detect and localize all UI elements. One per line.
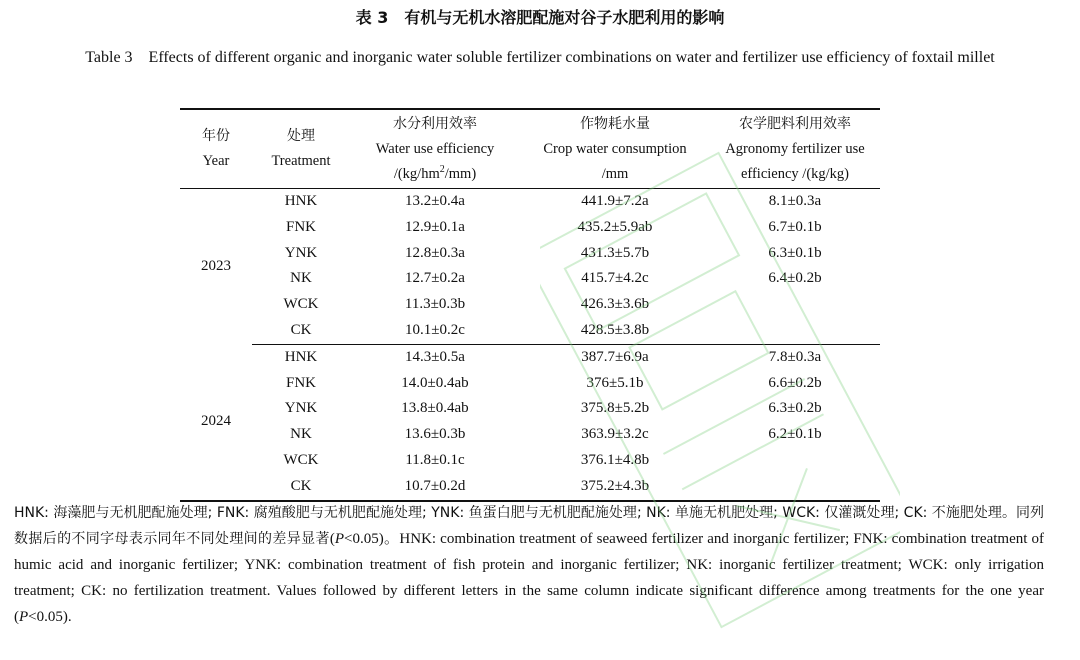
wue-cell: 13.2±0.4a	[405, 193, 465, 209]
treatment-cell: CK	[252, 318, 350, 344]
wue-cell: 11.3±0.3b	[404, 296, 466, 313]
cwc-cell: 426.3±3.6b	[580, 296, 650, 313]
table-row	[180, 422, 880, 448]
treatment-cell: FNK	[285, 218, 316, 235]
table-row	[180, 448, 880, 474]
afe-cell	[710, 448, 880, 474]
treatment-cell: CK	[290, 477, 312, 494]
afe-cell: 6.7±0.1b	[768, 218, 822, 235]
treatment-cell: HNK	[284, 193, 318, 209]
wue-cell: 12.8±0.3a	[405, 244, 465, 261]
header-water-use-efficiency: 水分利用效率 Water use efficiency $/(kg/hm^2/mm)$	[350, 109, 520, 189]
wue-cell: 14.0±0.4ab	[401, 374, 469, 391]
table-row	[180, 344, 880, 370]
table-row	[180, 266, 880, 292]
table-row	[180, 241, 880, 267]
cwc-cell: 363.9±3.2c	[581, 426, 649, 443]
table-group-2023	[180, 189, 880, 345]
cwc-cell: 387.7±6.9a	[581, 348, 649, 365]
wue-cell: 10.1±0.2c	[350, 318, 520, 344]
table-row	[180, 474, 880, 501]
treatment-cell: YNK	[284, 400, 318, 417]
treatment-cell: NK	[290, 270, 312, 287]
treatment-cell: FNK	[285, 374, 316, 391]
header-crop-water-consumption: 作物耗水量 Crop water consumption /mm	[520, 109, 710, 189]
cwc-cell: 428.5±3.8b	[520, 318, 710, 344]
wue-cell: 13.8±0.4ab	[401, 400, 469, 417]
afe-cell	[710, 474, 880, 501]
cwc-cell: 376±5.1b	[586, 374, 644, 391]
table-notes: HNK: 海藻肥与无机肥配施处理; FNK: 腐殖酸肥与无机肥配施处理; YNK: 鱼蛋白肥与无机肥配施处理; NK: 单施无机肥处理; WCK: 仅灌溉处理; CK: 不施肥处理。同列数据后的不同字母表示同年不同处理间的差异显著(P<0.05)。HNK: combination treatment of seaweed fertilizer and inorganic fertilizer; FNK: combination treatment of humic acid and inorganic fertilizer; YNK: combination treatment of fish protein and inorganic fertilizer; NK: inorganic fertilizer treatment; WCK: only irrigation treatment; CK: no fertilization treatment. Values followed by different letters in the same column indicate significant difference among treatments for the one year (P<0.05).	[14, 505, 1044, 625]
afe-cell: 8.1±0.3a	[768, 193, 822, 209]
table-row	[180, 371, 880, 397]
cwc-cell: 376.1±4.8b	[580, 451, 650, 468]
afe-cell	[710, 292, 880, 318]
wue-cell: 13.6±0.3b	[404, 426, 466, 443]
cwc-cell: 431.3±5.7b	[580, 244, 650, 261]
header-treatment: 处理 Treatment	[252, 109, 350, 189]
header-agronomy-fertilizer-efficiency: 农学肥料利用效率 Agronomy fertilizer use efficiency /(kg/kg)	[710, 109, 880, 189]
data-table	[180, 108, 880, 502]
treatment-cell: WCK	[283, 451, 319, 468]
table-row	[180, 189, 880, 215]
table-title-en: Table 3 Effects of different organic and inorganic water soluble fertilizer combinations on water and fertilizer use efficiency of foxtail millet	[85, 49, 995, 66]
treatment-cell: YNK	[284, 244, 318, 261]
year-cell: 2024	[201, 413, 231, 430]
treatment-cell: HNK	[284, 348, 318, 365]
afe-cell	[710, 318, 880, 344]
afe-cell: 6.4±0.2b	[768, 270, 822, 287]
wue-cell: 11.8±0.1c	[405, 451, 465, 468]
cwc-cell: 375.8±5.2b	[580, 400, 650, 417]
cwc-cell: 441.9±7.2a	[581, 193, 649, 209]
table-row	[180, 215, 880, 241]
table-title-cn: 表 3 有机与无机水溶肥配施对谷子水肥利用的影响	[355, 8, 725, 27]
treatment-cell: NK	[290, 426, 312, 443]
header-year: 年份 Year	[180, 109, 252, 189]
cwc-cell: 415.7±4.2c	[581, 270, 649, 287]
afe-cell: 6.6±0.2b	[768, 374, 822, 391]
cwc-cell: 435.2±5.9ab	[577, 218, 653, 235]
wue-cell: 14.3±0.5a	[405, 348, 465, 365]
year-cell: 2023	[201, 257, 231, 274]
afe-cell: 7.8±0.3a	[768, 348, 822, 365]
cwc-cell: 375.2±4.3b	[580, 477, 650, 494]
afe-cell: 6.2±0.1b	[768, 426, 822, 443]
afe-cell: 6.3±0.2b	[768, 400, 822, 417]
afe-cell: 6.3±0.1b	[768, 244, 822, 261]
wue-unit: $/(kg/hm^2/mm)$	[393, 163, 477, 182]
treatment-cell: WCK	[283, 296, 319, 313]
table-group-2024	[180, 344, 880, 500]
wue-cell: 12.9±0.1a	[405, 218, 465, 235]
wue-cell: 12.7±0.2a	[405, 270, 465, 287]
wue-cell: 10.7±0.2d	[404, 477, 466, 494]
table-row	[180, 318, 880, 344]
table-row	[180, 396, 880, 422]
table-row	[180, 292, 880, 318]
table-header	[180, 109, 880, 189]
